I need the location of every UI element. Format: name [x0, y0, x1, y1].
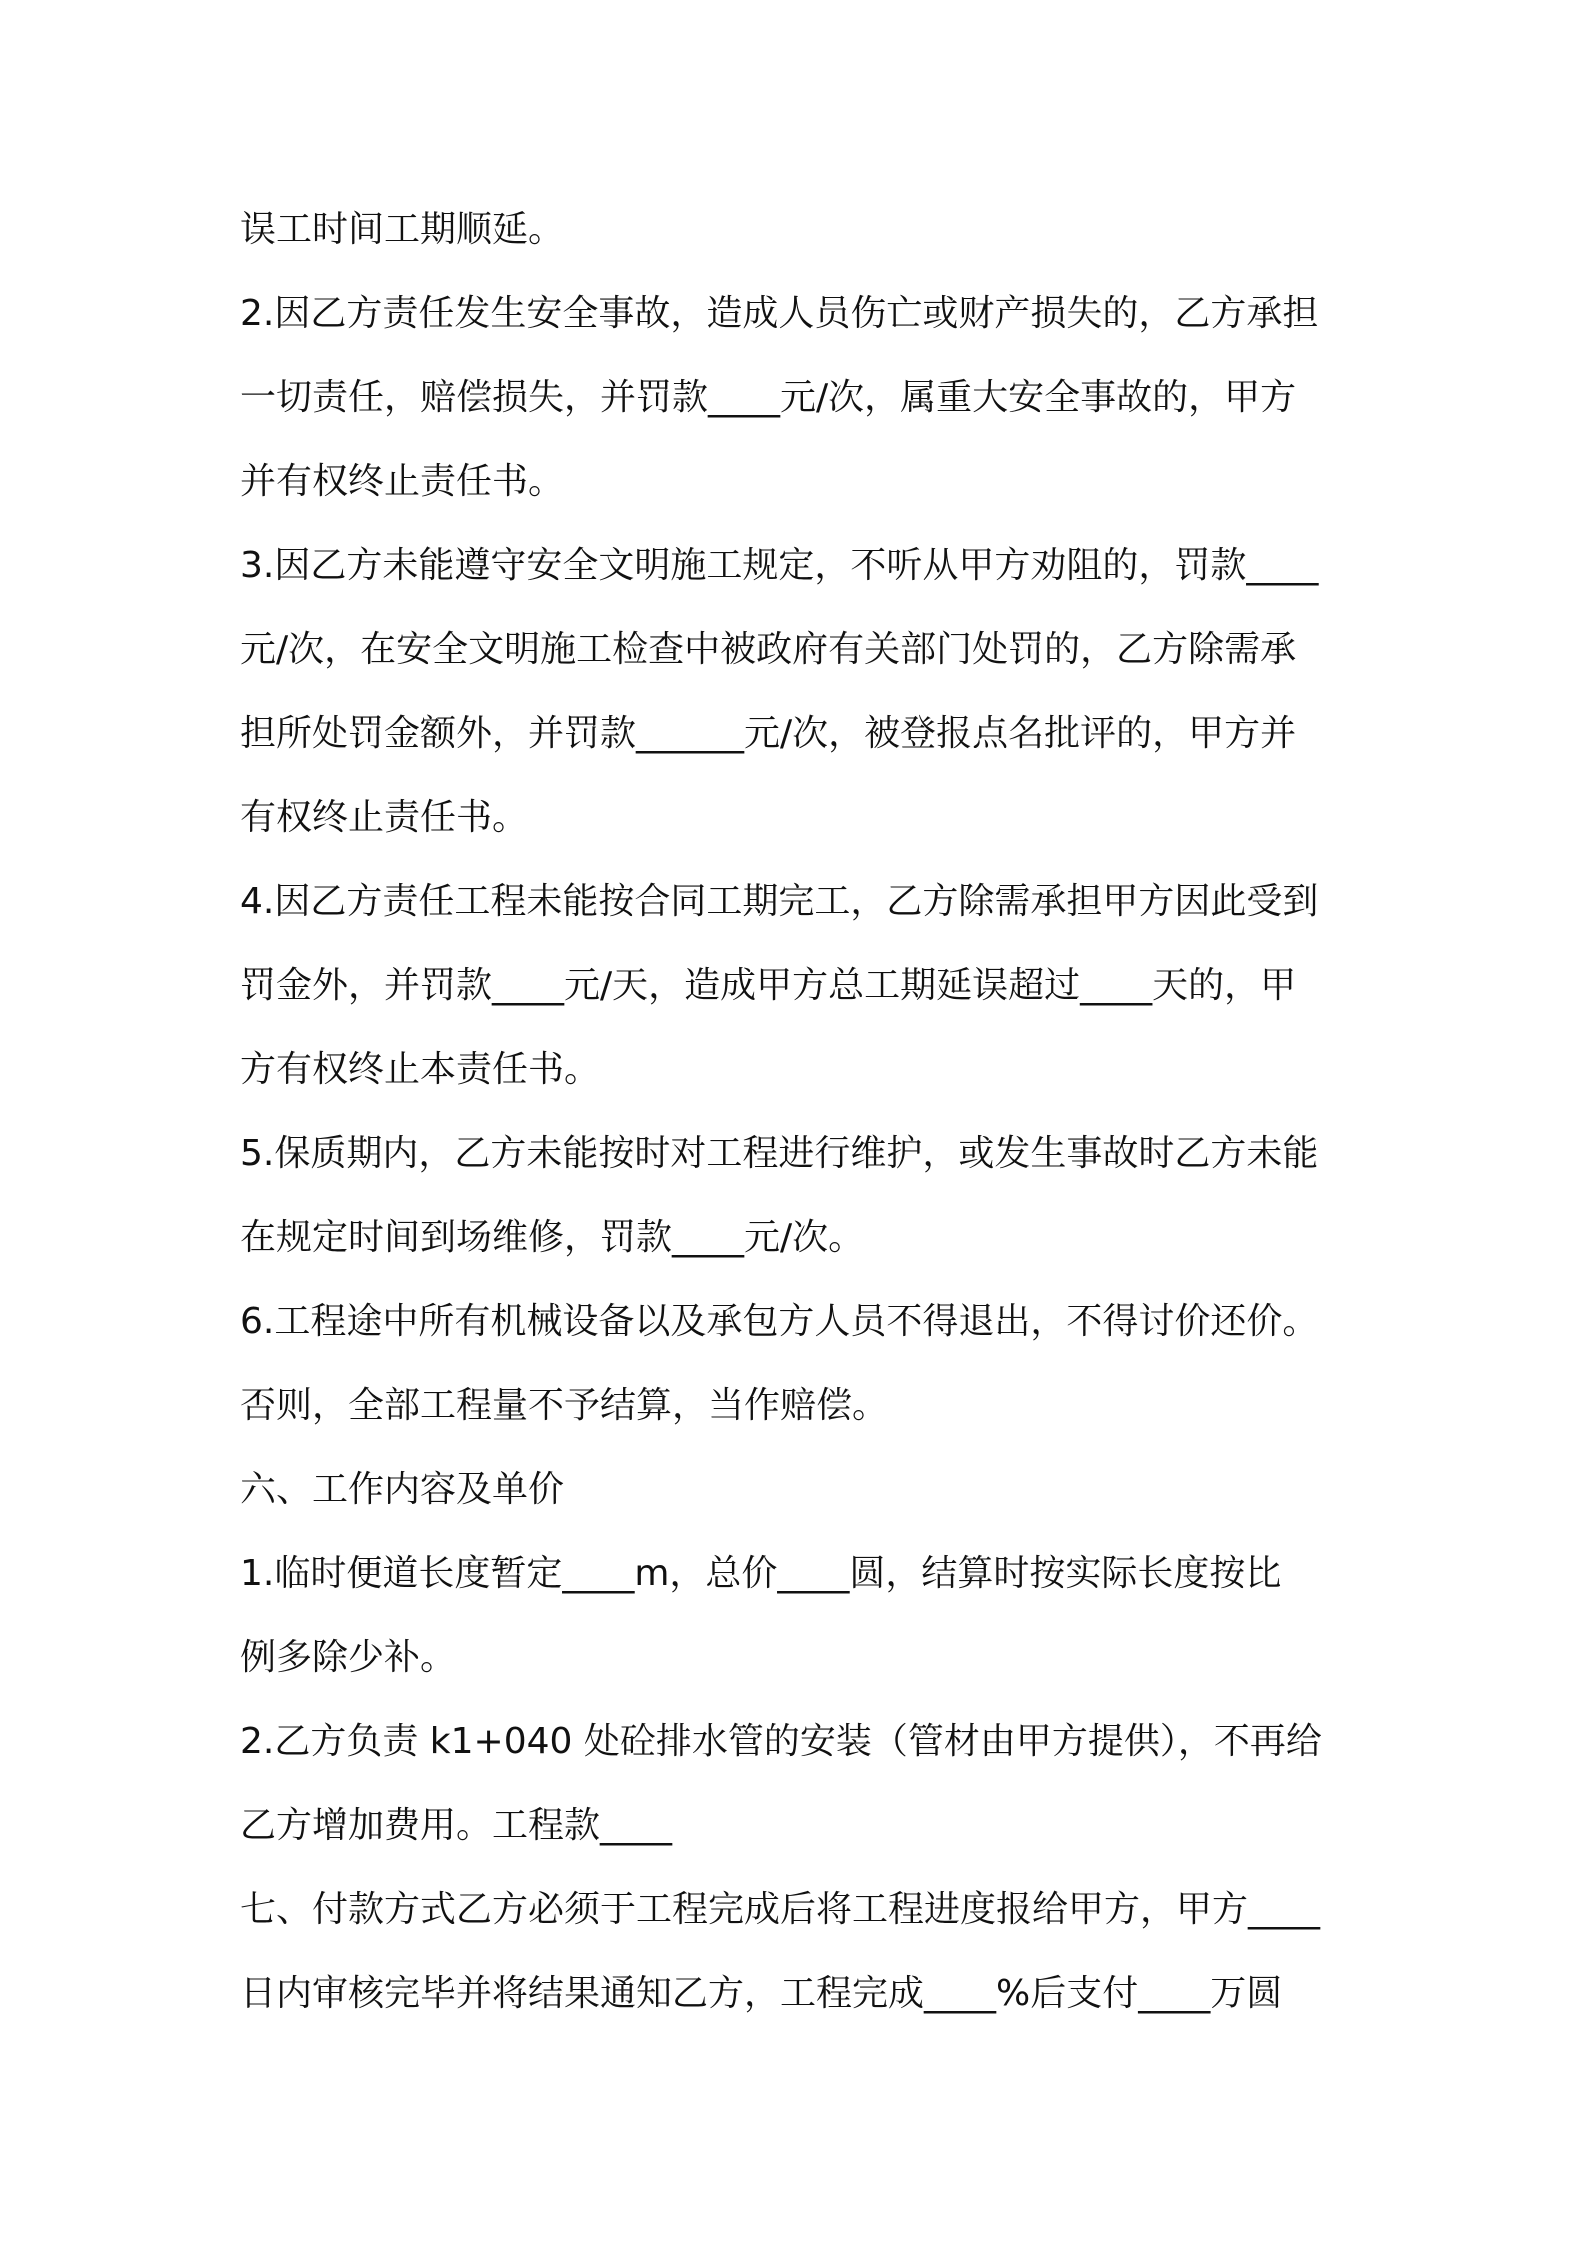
text-line: 一切责任，赔偿损失，并罚款____元/次，属重大安全事故的，甲方 — [240, 377, 1297, 418]
text-line: 有权终止责任书。 — [240, 797, 529, 838]
text-line: 5.保质期内，乙方未能按时对工程进行维护，或发生事故时乙方未能 — [240, 1133, 1319, 1174]
text-line: 在规定时间到场维修，罚款____元/次。 — [240, 1217, 865, 1258]
text-line: 例多除少补。 — [240, 1637, 457, 1678]
text-line: 6.工程途中所有机械设备以及承包方人员不得退出，不得讨价还价。 — [240, 1301, 1319, 1342]
text-line: 否则，全部工程量不予结算，当作赔偿。 — [240, 1385, 889, 1426]
text-line: 3.因乙方未能遵守安全文明施工规定，不听从甲方劝阻的，罚款____ — [240, 545, 1319, 586]
text-line: 乙方增加费用。工程款____ — [240, 1805, 673, 1846]
text-line: 担所处罚金额外，并罚款______元/次，被登报点名批评的，甲方并 — [240, 713, 1297, 754]
text-line: 并有权终止责任书。 — [240, 461, 565, 502]
text-line: 2.乙方负责 k1+040 处砼排水管的安装（管材由甲方提供），不再给 — [240, 1721, 1322, 1762]
text-line: 罚金外，并罚款____元/天，造成甲方总工期延误超过____天的，甲 — [240, 965, 1297, 1006]
text-line: 4.因乙方责任工程未能按合同工期完工，乙方除需承担甲方因此受到 — [240, 881, 1319, 922]
text-line: 误工时间工期顺延。 — [240, 209, 565, 250]
text-line: 方有权终止本责任书。 — [240, 1049, 601, 1090]
text-line: 2.因乙方责任发生安全事故，造成人员伤亡或财产损失的，乙方承担 — [240, 293, 1319, 334]
section-heading: 六、工作内容及单价 — [240, 1469, 565, 1510]
section-heading: 七、付款方式乙方必须于工程完成后将工程进度报给甲方，甲方____ — [240, 1889, 1321, 1930]
text-line: 1.临时便道长度暂定____m，总价____圆，结算时按实际长度按比 — [240, 1553, 1282, 1594]
document-body — [240, 188, 1360, 2036]
text-line: 日内审核完毕并将结果通知乙方，工程完成____%后支付____万圆 — [240, 1973, 1283, 2014]
text-line: 元/次，在安全文明施工检查中被政府有关部门处罚的，乙方除需承 — [240, 629, 1297, 670]
